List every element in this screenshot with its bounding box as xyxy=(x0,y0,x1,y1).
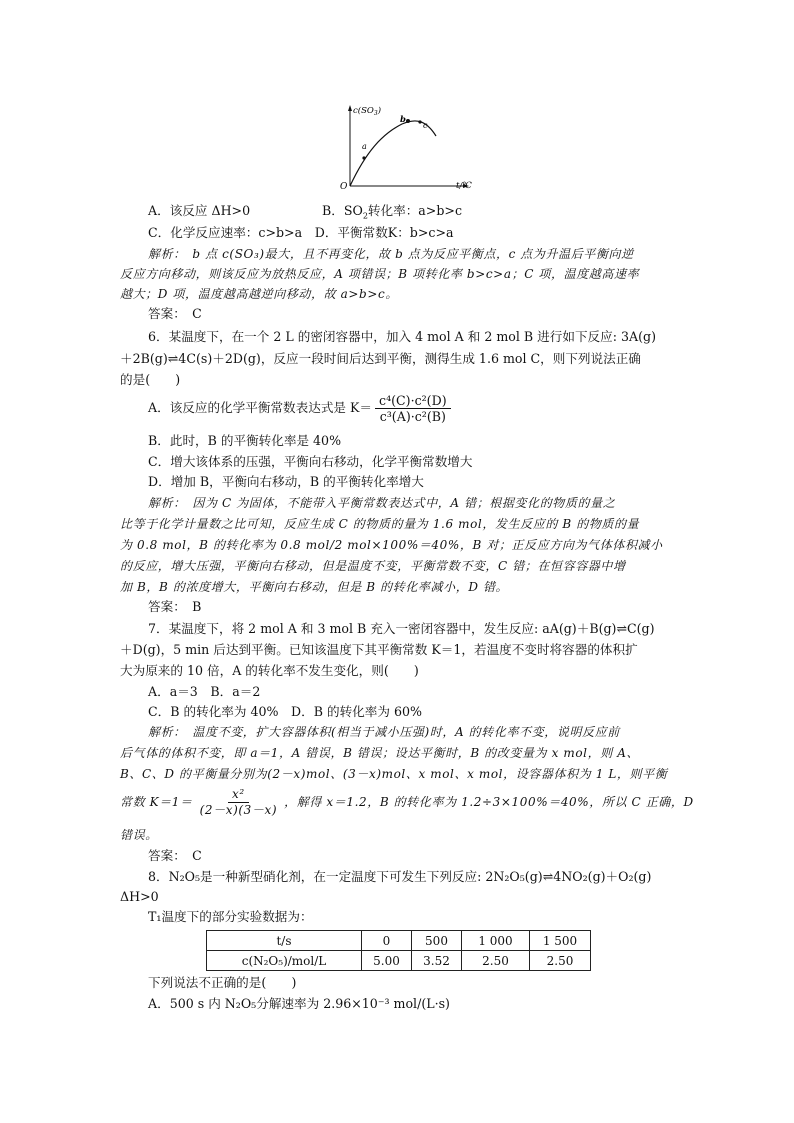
q7-option-ab: A．a＝3 B．a＝2 xyxy=(148,684,261,699)
q7-analysis-line: B、C、D 的平衡量分别为(2－x)mol、(3－x)mol、x mol、x mol，设容器体积为 1 L，则平衡 xyxy=(120,767,668,781)
experiment-data-table xyxy=(206,930,591,971)
q6-option-a: A．该反应的化学平衡常数表达式是 K＝ $\frac{\text{c⁴(C)·c²(D)}}{\text{c³(A)·c²(B)}}$ xyxy=(148,392,454,424)
q8-table-intro: T₁温度下的部分实验数据为： xyxy=(148,909,313,924)
equilibrium-constant-fraction: $\frac{\text{x²}}{(2-x)(3-x)}$ xyxy=(199,787,278,817)
q7-stem-line: 7．某温度下，将 2 mol A 和 3 mol B 充入一密闭容器中，发生反应: aA(g)＋B(g)⇌C(g) xyxy=(148,621,655,636)
q6-stem-line: 的是( ) xyxy=(120,372,181,387)
table-cell: 5.00 xyxy=(362,951,412,971)
q5-option-d: D．平衡常数K：b>c>a xyxy=(314,225,454,240)
q6-option-d: D．增加 B，平衡向右移动，B 的平衡转化率增大 xyxy=(148,474,424,489)
q8-stem-line: 8．N₂O₅是一种新型硝化剂，在一定温度下可发生下列反应: 2N₂O₅(g)⇌4NO₂(g)＋O₂(g) xyxy=(148,869,652,884)
q6-stem-line: 6．某温度下，在一个 2 L 的密闭容器中，加入 4 mol A 和 2 mol B 进行如下反应: 3A(g) xyxy=(148,329,656,344)
chart-point-label-b: b xyxy=(400,115,406,125)
chart-y-label: $c(SO_3)$ xyxy=(353,106,382,117)
q7-stem-line: ＋D(g)，5 min 后达到平衡。已知该温度下其平衡常数 K＝1，若温度不变时将容器的体积扩 xyxy=(120,642,638,657)
q6-answer: 答案： B xyxy=(148,599,202,614)
table-cell: 0 xyxy=(362,931,412,951)
q8-stem-line: ΔH>0 xyxy=(120,889,159,904)
q6-analysis-line: 的反应，增大压强，平衡向右移动，但是温度不变，平衡常数不变，C 错；在恒容容器中增 xyxy=(120,559,626,573)
q6-stem-line: ＋2B(g)⇌4C(s)＋2D(g)，反应一段时间后达到平衡，测得生成 1.6 mol C，则下列说法正确 xyxy=(120,351,641,366)
q6-option-b: B．此时，B 的平衡转化率是 40% xyxy=(148,433,342,448)
table-cell: 2.50 xyxy=(530,951,591,971)
chart-point-label-a: a xyxy=(362,142,367,151)
q8-option-a: A．500 s 内 N₂O₅分解速率为 2.96×10⁻³ mol/(L·s) xyxy=(148,996,450,1011)
chart-x-label: t/℃ xyxy=(456,181,472,191)
q7-analysis-line: 后气体的体积不变，即 a＝1，A 错误，B 错误；设达平衡时，B 的改变量为 x mol，则 A、 xyxy=(120,746,640,760)
q5-option-cd xyxy=(148,224,454,242)
chart-origin-label: O xyxy=(340,182,348,192)
chart-point-a xyxy=(362,156,365,159)
chart-point-label-c: c xyxy=(423,121,428,130)
q5-option-c: C．化学反应速率：c>b>a xyxy=(148,225,303,240)
table-cell: 1 500 xyxy=(530,931,591,951)
chart-y-arrow xyxy=(348,105,352,111)
q7-option-cd: C．B 的转化率为 40% D．B 的转化率为 60% xyxy=(148,704,422,719)
q7-stem-line: 大为原来的 10 倍，A 的转化率不发生变化，则( ) xyxy=(120,663,419,678)
q7-answer: 答案： C xyxy=(148,848,202,863)
equilibrium-constant-fraction: $\frac{\text{c⁴(C)·c²(D)}}{\text{c³(A)·c²(B)}}$ xyxy=(375,393,451,424)
q5-option-a: A．该反应 ΔH>0 xyxy=(148,203,251,218)
q6-analysis-line: 为 0.8 mol，B 的转化率为 0.8 mol/2 mol×100%＝40%，B 对；正反应方向为气体体积减小 xyxy=(120,538,663,552)
table-cell: 1 000 xyxy=(462,931,530,951)
q5-answer: 答案： C xyxy=(148,306,202,321)
q5-analysis-line: 反应方向移动，则该反应为放热反应，A 项错误；B 项转化率 b>c>a；C 项，温度越高速率 xyxy=(120,267,640,281)
q7-analysis-line: 解析： 温度不变，扩大容器体积(相当于减小压强)时，A 的转化率不变，说明反应前 xyxy=(148,725,620,739)
table-header-row xyxy=(207,931,591,951)
chart-point-b xyxy=(406,119,410,123)
chart-series-line xyxy=(350,121,436,186)
q8-question: 下列说法不正确的是( ) xyxy=(148,975,297,990)
table-cell: 500 xyxy=(412,931,462,951)
q6-analysis-line: 解析： 因为 C 为固体，不能带入平衡常数表达式中，A 错；根据变化的物质的量之 xyxy=(148,496,616,510)
q7-analysis-line: 错误。 xyxy=(120,828,158,842)
q5-analysis-line: 解析： b 点 c(SO₃)最大，且不再变化，故 b 点为反应平衡点，c 点为升温后平衡向逆 xyxy=(148,247,634,261)
chart-point-c xyxy=(418,120,421,123)
table-row xyxy=(207,951,591,971)
q5-analysis-line: 越大；D 项，温度越高越逆向移动，故 a>b>c。 xyxy=(120,287,398,301)
q6-analysis-line: 加 B，B 的浓度增大，平衡向右移动，但是 B 的转化率减小，D 错。 xyxy=(120,580,509,594)
q6-analysis-line: 比等于化学计量数之比可知，反应生成 C 的物质的量为 1.6 mol，发生反应的 B 的物质的量 xyxy=(120,517,640,531)
q7-analysis-line: 常数 K＝1＝ $\frac{\text{x²}}{(2-x)(3-x)}$ ，解得 x＝1.2，B 的转化率为 1.2÷3×100%＝40%，所以 C 正确，D xyxy=(120,787,694,817)
q6-option-c: C．增大该体系的压强，平衡向右移动，化学平衡常数增大 xyxy=(148,454,473,469)
table-cell: t/s xyxy=(207,931,362,951)
table-cell: 3.52 xyxy=(412,951,462,971)
table-cell: 2.50 xyxy=(462,951,530,971)
so3-concentration-chart xyxy=(338,100,478,192)
table-cell: c(N₂O₅)/mol/L xyxy=(207,951,362,971)
q5-option-b: B．$SO_2$转化率：a>b>c xyxy=(322,203,463,221)
